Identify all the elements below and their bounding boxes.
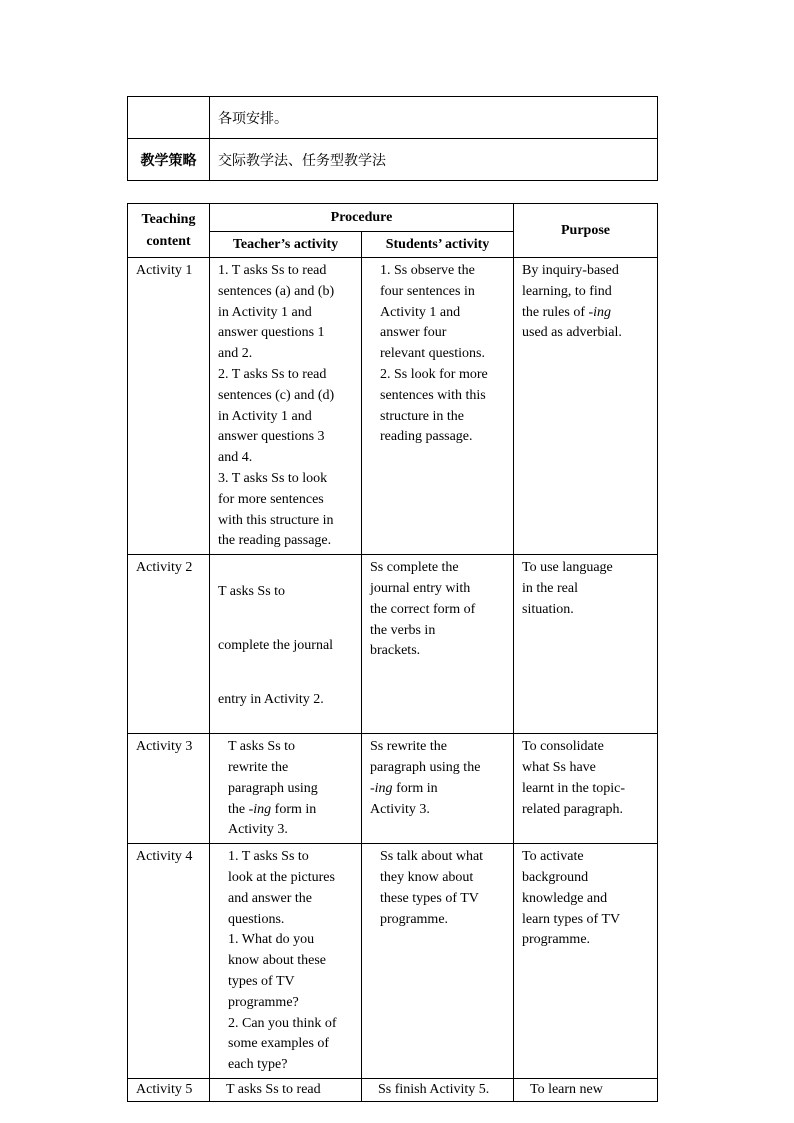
- row-label: 教学策略: [128, 139, 210, 181]
- teacher-activity-text: 1. T asks Ss to read sentences (a) and (b) in Activity 1 and answer questions 1 and 2. 2. T asks Ss to read sentences (c) and (d) in Activity 1 and answer questions 3 and 4. 3. T asks Ss to look for more sentences with this structure in the reading passage.: [218, 263, 335, 549]
- teacher-line: entry in Activity 2.: [218, 692, 324, 708]
- students-activity-text: Ss finish Activity 5.: [378, 1081, 490, 1097]
- purpose-text: To use language in the real situation.: [522, 560, 613, 617]
- header-teachers-activity: Teacher’s activity: [210, 232, 362, 258]
- table-row: [128, 258, 658, 555]
- header-procedure: Procedure: [210, 204, 514, 232]
- teacher-activity-text: T asks Ss to rewrite the paragraph using the -ing form in Activity 3.: [228, 739, 318, 838]
- row-value: 各项安排。: [210, 97, 658, 139]
- purpose-text: To learn new: [530, 1081, 603, 1097]
- table-row: [128, 1078, 658, 1101]
- activity-label: Activity 3: [136, 739, 193, 755]
- teacher-activity-text: [210, 555, 361, 733]
- purpose-text: To activate background knowledge and learn types of TV programme.: [522, 849, 621, 948]
- activity-label: Activity 4: [136, 849, 193, 865]
- activity-label: Activity 5: [136, 1081, 193, 1097]
- table-row: [128, 97, 658, 139]
- top-info-table: [127, 96, 658, 181]
- teacher-activity-text: 1. T asks Ss to look at the pictures and answer the questions. 1. What do you know about these types of TV programme? 2. Can you think of some examples of each type?: [228, 849, 337, 1073]
- purpose-text: To consolidate what Ss have learnt in the topic- related paragraph.: [522, 739, 626, 817]
- header-purpose: Purpose: [514, 204, 658, 258]
- students-activity-text: 1. Ss observe the four sentences in Activity 1 and answer four relevant questions. 2. Ss look for more sentences with this structure in the reading passage.: [380, 263, 488, 445]
- students-activity-text: Ss complete the journal entry with the correct form of the verbs in brackets.: [370, 560, 476, 659]
- teacher-activity-text: T asks Ss to read: [226, 1081, 321, 1097]
- row-label: [128, 97, 210, 139]
- teacher-line: T asks Ss to: [218, 584, 286, 600]
- students-activity-text: Ss rewrite the paragraph using the -ing form in Activity 3.: [370, 739, 481, 817]
- header-row: [128, 204, 658, 232]
- students-activity-text: Ss talk about what they know about these types of TV programme.: [380, 849, 484, 927]
- procedure-table: [127, 203, 658, 1102]
- header-teaching-content: Teaching content: [128, 204, 210, 258]
- activity-label: Activity 1: [136, 263, 193, 278]
- row-value: 交际教学法、任务型教学法: [210, 139, 658, 181]
- table-row: [128, 734, 658, 844]
- table-row: [128, 844, 658, 1079]
- teacher-line: complete the journal: [218, 638, 334, 654]
- activity-label: Activity 2: [136, 560, 193, 576]
- table-row: [128, 555, 658, 734]
- header-students-activity: Students’ activity: [362, 232, 514, 258]
- table-row: [128, 139, 658, 181]
- purpose-text: By inquiry-based learning, to find the rules of -ing used as adverbial.: [522, 263, 622, 341]
